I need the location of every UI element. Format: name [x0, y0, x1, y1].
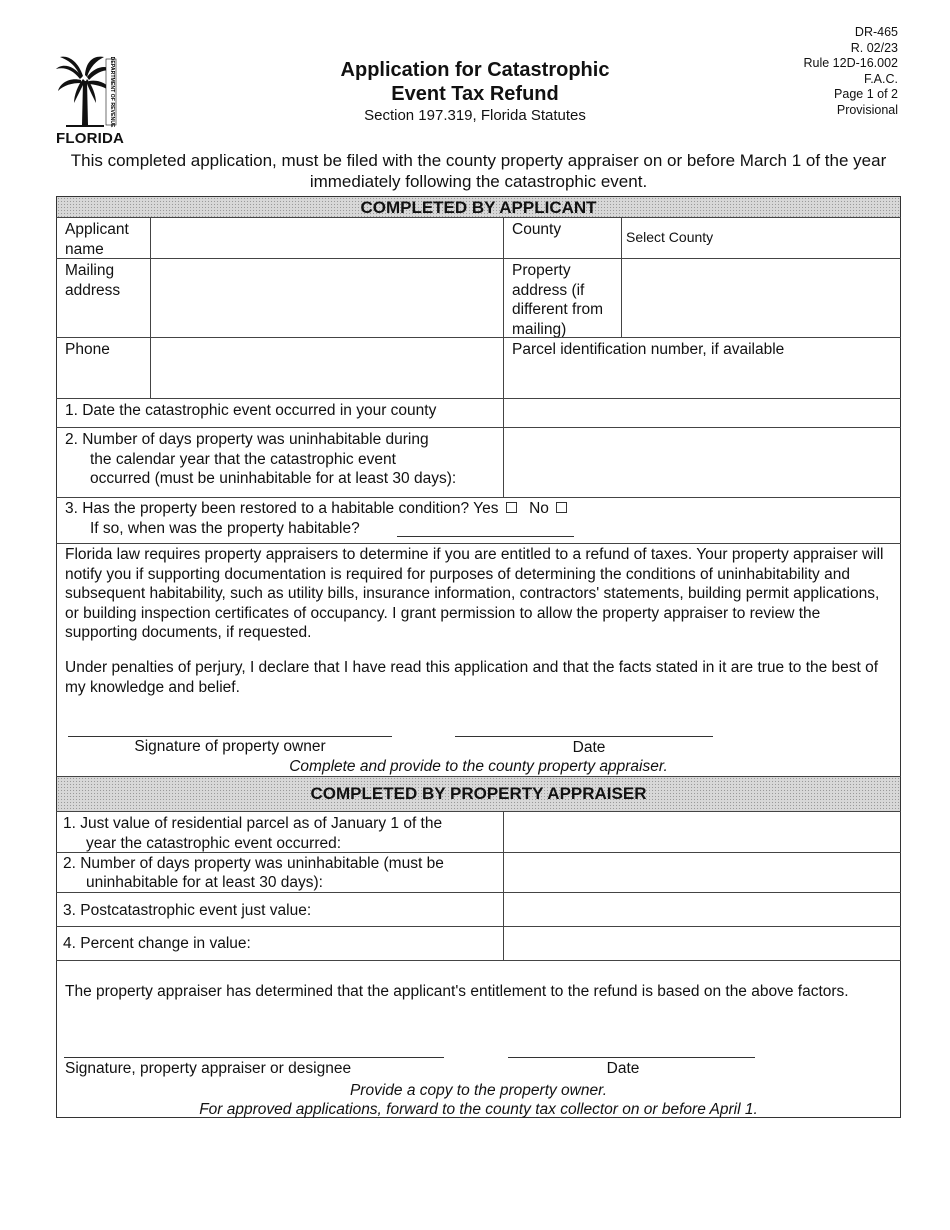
- question-3-text: 3. Has the property been restored to a habitable condition? Yes: [65, 500, 499, 517]
- event-date-field[interactable]: [505, 399, 899, 427]
- divider: [150, 217, 151, 398]
- postcatastrophic-value-field[interactable]: [505, 893, 899, 926]
- yes-checkbox[interactable]: [506, 502, 517, 513]
- owner-date-label: Date: [572, 739, 606, 756]
- mailing-address-label: Mailing address: [65, 262, 121, 299]
- question-3-line2: If so, when was the property habitable?: [90, 520, 360, 537]
- appraiser-row-2-line1: 2. Number of days property was uninhabitable (must be: [63, 855, 444, 872]
- legal-paragraph: Florida law requires property appraisers to determine if you are entitled to a refund of taxes. Your property appraiser will notify you if supporting documentation is required for purposes of determining the conditions of uninhabitability and subsequent habitability, such as utility bills, insurance information, contractors' statements, building permit applications, or building inspection certificates of occupancy. I grant permission to allow the property appraiser to review the supporting documents, if requested.: [65, 546, 884, 641]
- owner-date-line[interactable]: [455, 736, 713, 737]
- form-title-line1: Application for Catastrophic: [340, 59, 610, 81]
- applicant-section-header: COMPLETED BY APPLICANT: [57, 197, 900, 217]
- question-2-line2: the calendar year that the catastrophic event: [90, 451, 396, 468]
- appraiser-row-1-line2: year the catastrophic event occurred:: [86, 835, 342, 852]
- divider: [56, 543, 901, 544]
- appraiser-note-2: For approved applications, forward to the county tax collector on or before April 1.: [199, 1101, 758, 1118]
- applicant-name-field[interactable]: [152, 218, 502, 258]
- form-number: DR-465: [854, 25, 898, 39]
- property-address-field[interactable]: [623, 259, 899, 337]
- appraiser-determination: The property appraiser has determined that the applicant's entitlement to the refund is based on the above factors.: [65, 983, 849, 1000]
- property-address-label: Property address (if different from mailing): [512, 262, 604, 338]
- parcel-id-label: Parcel identification number, if available: [512, 341, 785, 358]
- divider: [621, 217, 622, 337]
- appraiser-row-2-line2: uninhabitable for at least 30 days):: [86, 874, 323, 891]
- divider: [503, 217, 504, 497]
- parcel-id-field[interactable]: [505, 360, 899, 398]
- no-label: No: [529, 500, 549, 517]
- applicant-name-label: Applicant name: [65, 221, 129, 258]
- mailing-address-field[interactable]: [152, 259, 502, 337]
- appraiser-section-header: COMPLETED BY PROPERTY APPRAISER: [57, 777, 900, 811]
- county-select[interactable]: Select County: [626, 229, 714, 245]
- form-title: [300, 58, 650, 106]
- question-2-line1: 2. Number of days property was uninhabitable during: [65, 431, 429, 448]
- applicant-note: Complete and provide to the county property appraiser.: [289, 758, 668, 775]
- divider: [503, 811, 504, 960]
- question-1: 1. Date the catastrophic event occurred in your county: [65, 402, 437, 419]
- form-id-block: [760, 25, 898, 118]
- appraiser-date-line[interactable]: [508, 1057, 755, 1058]
- appraiser-days-field[interactable]: [505, 853, 899, 892]
- appraiser-signature-line[interactable]: [64, 1057, 444, 1058]
- palm-tree-icon: [56, 57, 114, 127]
- filing-instructions: This completed application, must be filed with the county property appraiser on or before March 1 of the year immediately following the catastrophic event.: [70, 151, 887, 191]
- habitable-date-line[interactable]: [397, 536, 574, 537]
- appraiser-note-1: Provide a copy to the property owner.: [349, 1082, 608, 1099]
- no-checkbox[interactable]: [556, 502, 567, 513]
- appraiser-date-label: Date: [606, 1060, 640, 1077]
- county-label: County: [512, 221, 562, 238]
- question-3-line1: [65, 499, 567, 519]
- appraiser-signature-label: Signature, property appraiser or designee: [65, 1060, 352, 1077]
- appraiser-row-4: 4. Percent change in value:: [63, 935, 251, 952]
- logo-wordmark: FLORIDA: [56, 130, 125, 147]
- logo-side-text: DEPARTMENT OF REVENUE: [109, 56, 115, 128]
- perjury-declaration: Under penalties of perjury, I declare that I have read this application and that the facts stated in it are true to the best of my knowledge and belief.: [65, 659, 879, 696]
- question-2-line3: occurred (must be uninhabitable for at least 30 days):: [90, 470, 457, 487]
- divider: [56, 960, 901, 961]
- appraiser-row-1-line1: 1. Just value of residential parcel as of January 1 of the: [63, 815, 443, 832]
- phone-label: Phone: [65, 341, 110, 358]
- days-uninhabitable-field[interactable]: [505, 428, 899, 496]
- form-rule: Rule 12D-16.002: [803, 56, 898, 70]
- appraiser-row-3: 3. Postcatastrophic event just value:: [63, 902, 312, 919]
- percent-change-field[interactable]: [505, 927, 899, 960]
- form-page: Page 1 of 2: [834, 87, 898, 101]
- owner-signature-label: Signature of property owner: [134, 738, 326, 755]
- divider: [56, 497, 901, 498]
- just-value-field[interactable]: [505, 812, 899, 852]
- form-fac: F.A.C.: [863, 71, 898, 86]
- form-revision: R. 02/23: [850, 40, 898, 55]
- form-status: Provisional: [836, 102, 898, 117]
- phone-field[interactable]: [152, 338, 502, 398]
- form-title-line2: Event Tax Refund: [391, 83, 559, 105]
- form-subtitle: Section 197.319, Florida Statutes: [364, 107, 586, 124]
